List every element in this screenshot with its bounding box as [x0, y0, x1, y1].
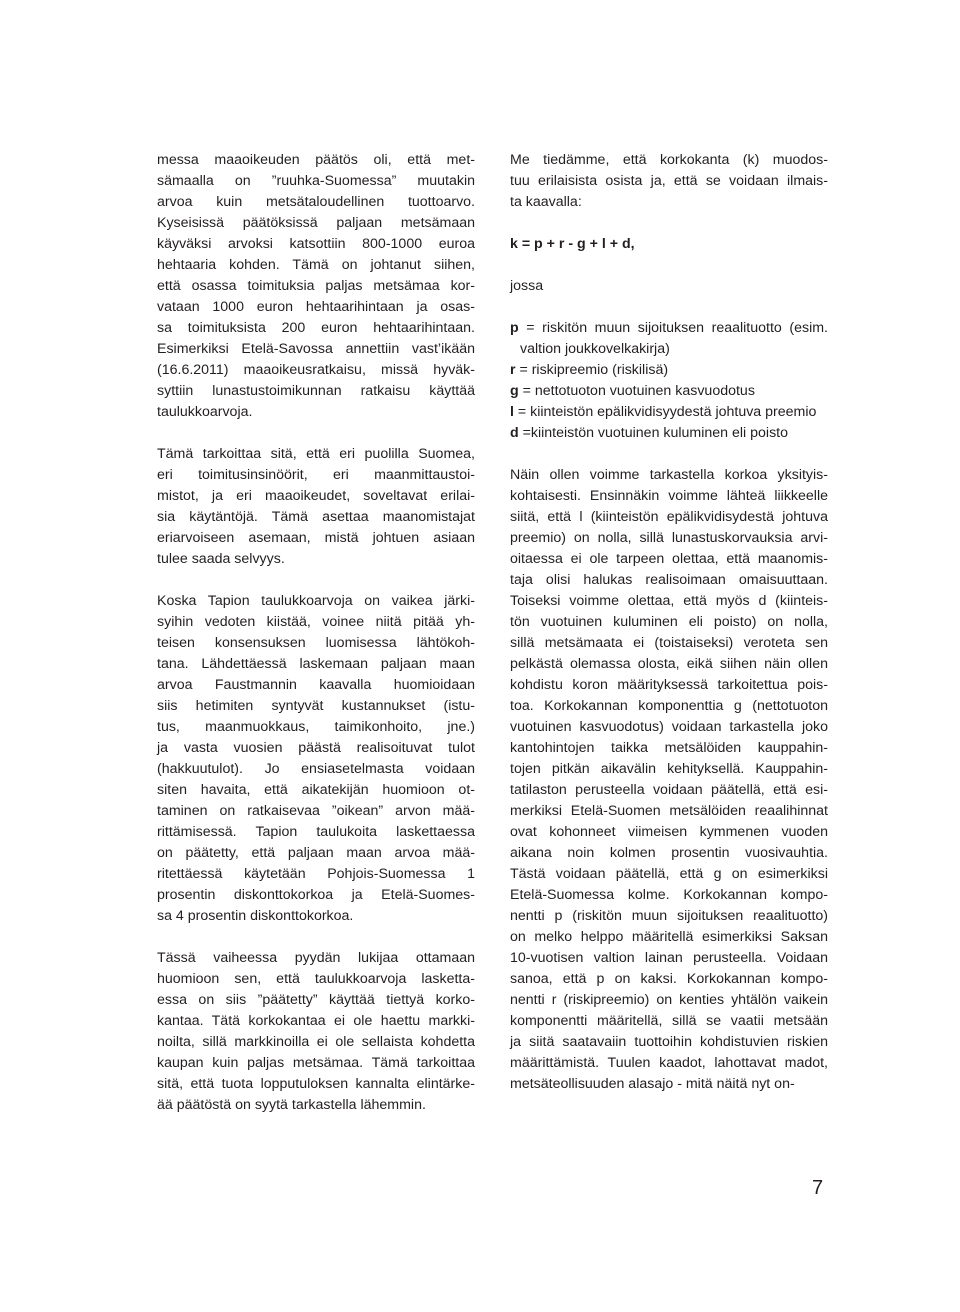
text-line: (hakkuutulot). Jo ensiasetelmasta voidaan: [157, 761, 475, 777]
text-line: ää päätöstä on syytä tarkastella lähemmin.: [157, 1097, 426, 1113]
text-line: Esimerkiksi Etelä-Savossa annettiin vast’ikään: [157, 341, 475, 357]
text-line: sitä, että tuota lopputuloksen kannalta elintärke-: [157, 1076, 475, 1092]
text-line: arvoa kuin metsätaloudellinen tuottoarvo.: [157, 194, 475, 210]
text-line: Näin ollen voimme tarkastella korkoa yksityis-: [510, 467, 828, 483]
text-line: ja vasta vuosien päästä realisoituvat tulot: [157, 740, 475, 756]
text-line: messa maaoikeuden päätös oli, että met-: [157, 152, 475, 168]
text-line: tus, maanmuokkaus, taimikonhoito, jne.): [157, 719, 475, 735]
definition-symbol: g: [510, 383, 519, 399]
text-line: sämaalla on ”ruuhka-Suomessa” muutakin: [157, 173, 475, 189]
definition-item: [510, 318, 828, 360]
left-paragraph: [157, 948, 475, 1116]
text-line: taulukkoarvoja.: [157, 404, 253, 420]
text-line: sa toimituksista 200 euron hehtaarihintaan.: [157, 320, 475, 336]
text-line: kohdistu koron määrityksessä tarkoitettua pois-: [510, 677, 828, 693]
text-line: määrittämistä. Tuulen kaadot, lahottavat madot,: [510, 1055, 828, 1071]
page-number: 7: [812, 1177, 824, 1199]
text-line: Tämä tarkoittaa sitä, että eri puolilla Suomea,: [157, 446, 475, 462]
text-line: kantohintojen taikka metsälöiden kauppahin-: [510, 740, 828, 756]
text-line: pelkästä olemassa olosta, eikä siihen näin ollen: [510, 656, 828, 672]
definition-symbol: l: [510, 404, 514, 420]
text-line: preemio) on nolla, sillä lunastuskorvauksia arvi-: [510, 530, 828, 546]
definition-item: [510, 360, 828, 381]
text-line: tön vuotuinen kuluminen eli poisto) on nolla,: [510, 614, 828, 630]
text-line: metsäteollisuuden alasajo - mitä näitä nyt on-: [510, 1076, 795, 1092]
jossa-label: jossa: [510, 278, 544, 294]
left-paragraph: [157, 591, 475, 927]
text-line: Tästä voidaan päätellä, että g on esimerkiksi: [510, 866, 828, 882]
text-line: toa. Korkokannan komponenttia g (nettotuoton: [510, 698, 828, 714]
text-line: Kyseisissä päätöksissä paljaan metsämaan: [157, 215, 475, 231]
text-line: vataan 1000 euron hehtaarihintaan ja osas-: [157, 299, 475, 315]
text-line: huomioon sen, että taulukkoarvoja laskettа-: [157, 971, 475, 987]
text-line: tuu erilaisista osista ja, että se voidaan ilmais-: [510, 173, 828, 189]
text-line: Koska Tapion taulukkoarvoja on vaikea järki-: [157, 593, 475, 609]
definition-item: [510, 381, 828, 402]
text-line: Etelä-Suomessa kolme. Korkokannan kompo-: [510, 887, 828, 903]
text-line: siten havaita, että aikatekijän huomioon ot-: [157, 782, 475, 798]
text-line: syttiin lunastustoimikunnan ratkaisu käyttää: [157, 383, 475, 399]
text-line: taminen on ratkaisevaa ”oikean” arvon mää-: [157, 803, 475, 819]
text-line: taja olisi halukas realisoimaan omaisuuttaan.: [510, 572, 828, 588]
text-line: oitaessa ei ole tarpeen olettaa, että maanomis-: [510, 551, 828, 567]
text-line: tana. Lähdettäessä laskemaan paljaan maan: [157, 656, 475, 672]
text-line: käyväksi arvoksi katsottiin 800-1000 euroa: [157, 236, 475, 252]
text-line: ja siitä saatavaiin tuottoihin kohdistuvien riskien: [510, 1034, 828, 1050]
text-line: ovat kohonneet viimeisen kymmenen vuoden: [510, 824, 828, 840]
text-line: kantaa. Tätä korkokantaa ei ole haettu markki-: [157, 1013, 475, 1029]
text-line: Tässä vaiheessa pyydän lukijaa ottamaan: [157, 950, 475, 966]
text-line: eri toimitusinsinöörit, eri maanmittaustoi-: [157, 467, 475, 483]
text-line: 10-vuotisen valtion lainan perusteella. Voidaan: [510, 950, 828, 966]
text-line: kohtaisesti. Ensinnäkin voimme lähteä liikkeelle: [510, 488, 828, 504]
text-line: nentti r (riskipreemio) on kenties yhtälön vaikein: [510, 992, 828, 1008]
left-paragraph: [157, 150, 475, 423]
text-line: sia käytäntöjä. Tämä asettaa maanomistajat: [157, 509, 475, 525]
text-line: kaupan kuin paljas metsämaa. Tämä tarkoittaa: [157, 1055, 475, 1071]
definition-item: [510, 423, 828, 444]
definition-item: [510, 402, 828, 423]
text-line: merkiksi Etelä-Suomen metsälöiden reaalihinnat: [510, 803, 828, 819]
text-line: ritettäessä käytetään Pohjois-Suomessa 1: [157, 866, 475, 882]
text-line: tatilaston perusteella voidaan päätellä, että esi-: [510, 782, 828, 798]
text-line: siis hetimiten syntyvät kustannukset (istu-: [157, 698, 475, 714]
text-line: on melko helppo määritellä esimerkiksi Saksan: [510, 929, 828, 945]
text-line: Me tiedämme, että korkokanta (k) muodos-: [510, 152, 828, 168]
text-line: arvoa Faustmannin kaavalla huomioidaan: [157, 677, 475, 693]
definition-text: = nettotuoton vuotuinen kasvuodotus: [518, 383, 755, 399]
text-line: sillä metsämaata ei (toistaiseksi) veroteta sen: [510, 635, 828, 651]
definition-symbol: r: [510, 362, 516, 378]
interest-rate-formula: k = p + r - g + l + d,: [510, 236, 635, 252]
text-line: aikana noin kolmen prosentin vuosivauhtia.: [510, 845, 828, 861]
text-line: on päätetty, että paljaan maan arvoa mää-: [157, 845, 475, 861]
body-paragraph: [510, 465, 828, 1095]
text-line: prosentin diskonttokorkoa ja Etelä-Suomes-: [157, 887, 475, 903]
definition-text: = riskipreemio (riskilisä): [515, 362, 669, 378]
text-line: ta kaavalla:: [510, 194, 582, 210]
right-column: [510, 150, 828, 1116]
text-line: että osassa toimituksia paljas metsämaa kor-: [157, 278, 475, 294]
text-line: eriarvoiseen asemaan, mistä johtuen asiaan: [157, 530, 475, 546]
text-line: siitä, että l (kiinteistön epälikvidisydestä johtuva: [510, 509, 828, 525]
left-paragraph: [157, 444, 475, 570]
definition-symbol: d: [510, 425, 519, 441]
formula-definitions: [510, 318, 828, 444]
text-line: hehtaaria kohden. Tämä on johtanut siihen,: [157, 257, 475, 273]
text-line: noilta, sillä markkinoilla ei ole sellaista kohdetta: [157, 1034, 475, 1050]
text-line: nentti p (riskitön muun sijoituksen reaalituotto): [510, 908, 828, 924]
text-line: tulee saada selvyys.: [157, 551, 285, 567]
text-line: syihin vedoten kiistää, voinee niitä pitää yh-: [157, 614, 475, 630]
text-line: Toiseksi voimme olettaa, että myös d (kiinteis-: [510, 593, 828, 609]
definition-symbol: p: [510, 320, 519, 336]
text-line: vuotuinen kasvuodotus) voidaan tarkastella joko: [510, 719, 828, 735]
intro-paragraph: [510, 150, 828, 213]
text-line: essa on siis ”päätetty” käyttää tiettyä korko-: [157, 992, 475, 1008]
text-line: mistot, ja eri maaoikeudet, soveltavat erilai-: [157, 488, 475, 504]
left-column: [157, 150, 475, 1137]
definition-text: = riskitön muun sijoituksen reaalituotto (esim. valtion joukkovelkakirja): [518, 320, 828, 357]
text-line: sanoa, että p on kaksi. Korkokannan kompo-: [510, 971, 828, 987]
text-line: komponentti määritellä, sillä se vaatii metsään: [510, 1013, 828, 1029]
definition-text: = kiinteistön epälikvidisyydestä johtuva preemio: [513, 404, 817, 420]
text-line: teisen konsensuksen luomisessa lähtökoh-: [157, 635, 475, 651]
text-line: (16.6.2011) maaoikeusratkaisu, missä hyväk-: [157, 362, 475, 378]
text-line: rittämisessä. Tapion taulukoita laskettaessa: [157, 824, 475, 840]
text-line: tojen pitkän aikavälin kehityksellä. Kauppahin-: [510, 761, 828, 777]
text-line: sa 4 prosentin diskonttokorkoa.: [157, 908, 354, 924]
definition-text: =kiinteistön vuotuinen kuluminen eli poisto: [518, 425, 789, 441]
